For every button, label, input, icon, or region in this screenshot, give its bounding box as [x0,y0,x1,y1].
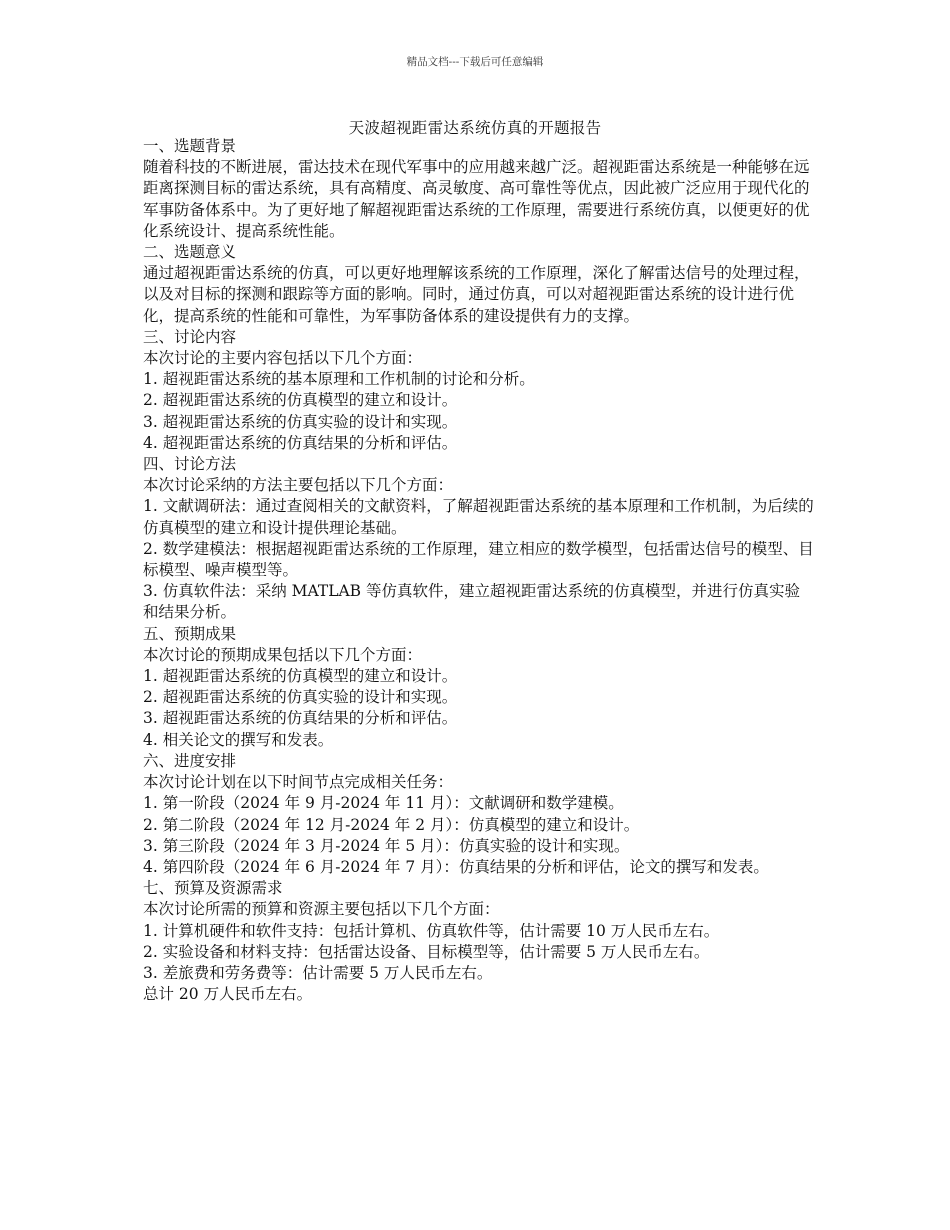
list-item: 1. 计算机硬件和软件支持：包括计算机、仿真软件等，估计需要 10 万人民币左右。 [143,921,720,940]
list-item: 1. 超视距雷达系统的仿真模型的建立和设计。 [143,667,458,686]
section-heading: 一、选题背景 [143,137,237,155]
document-body [143,136,815,1005]
paragraph: 总计 20 万人民币左右。 [143,985,313,1004]
paragraph: 本次讨论的主要内容包括以下几个方面： [143,349,423,368]
section-heading: 二、选题意义 [143,243,237,262]
section-heading: 六、进度安排 [143,751,237,770]
list-item: 4. 相关论文的撰写和发表。 [143,730,334,749]
section-heading: 五、预期成果 [143,624,237,643]
list-item: 1. 超视距雷达系统的基本原理和工作机制的讨论和分析。 [143,370,535,389]
list-item: 3. 第三阶段（2024 年 3 月-2024 年 5 月）：仿真实验的设计和实现。 [143,836,630,855]
list-item: 2. 超视距雷达系统的仿真实验的设计和实现。 [143,688,458,707]
paragraph: 通过超视距雷达系统的仿真，可以更好地理解该系统的工作原理，深化了解雷达信号的处理过程，以及对目标的探测和跟踪等方面的影响。同时，通过仿真，可以对超视距雷达系统的设计进行优化，提高系统的性能和可靠性，为军事防备体系的建设提供有力的支撑。 [143,264,810,325]
list-item: 1. 文献调研法：通过查阅相关的文献资料，了解超视距雷达系统的基本原理和工作机制，为后续的仿真模型的建立和设计提供理论基础。 [143,497,814,537]
paragraph: 本次讨论的预期成果包括以下几个方面： [143,645,423,664]
list-item: 3. 超视距雷达系统的仿真实验的设计和实现。 [143,412,458,431]
list-item: 3. 仿真软件法：采纳 MATLAB 等仿真软件，建立超视距雷达系统的仿真模型，并进行仿真实验和结果分析。 [143,582,801,622]
list-item: 4. 超视距雷达系统的仿真结果的分析和评估。 [143,433,458,452]
list-item: 2. 超视距雷达系统的仿真模型的建立和设计。 [143,391,458,410]
document-title: 天波超视距雷达系统仿真的开题报告 [348,119,602,137]
list-item: 2. 数学建模法：根据超视距雷达系统的工作原理，建立相应的数学模型，包括雷达信号的模型、目标模型、噪声模型等。 [143,539,814,580]
section-heading: 四、讨论方法 [143,455,237,474]
section-heading: 三、讨论内容 [143,327,237,346]
list-item: 3. 超视距雷达系统的仿真结果的分析和评估。 [143,709,458,728]
section-heading: 七、预算及资源需求 [143,879,283,898]
list-item: 2. 第二阶段（2024 年 12 月-2024 年 2 月）：仿真模型的建立和设计。 [143,815,640,834]
list-item: 4. 第四阶段（2024 年 6 月-2024 年 7 月）：仿真结果的分析和评估，论文的撰写和发表。 [143,857,769,876]
paragraph: 随着科技的不断进展，雷达技术在现代军事中的应用越来越广泛。超视距雷达系统是一种能够在远距离探测目标的雷达系统，具有高精度、高灵敏度、高可靠性等优点，因此被广泛应用于现代化的军事防备体系中。为了更好地了解超视距雷达系统的工作原理，需要进行系统仿真，以便更好的优化系统设计、提高系统性能。 [143,158,810,240]
list-item: 2. 实验设备和材料支持：包括雷达设备、目标模型等，估计需要 5 万人民币左右。 [143,942,710,961]
page-header-note: 精品文档---下载后可任意编辑 [406,56,544,68]
list-item: 3. 差旅费和劳务费等：估计需要 5 万人民币左右。 [143,963,493,982]
paragraph: 本次讨论采纳的方法主要包括以下几个方面： [143,476,454,495]
paragraph: 本次讨论所需的预算和资源主要包括以下几个方面： [143,900,500,919]
paragraph: 本次讨论计划在以下时间节点完成相关任务： [143,773,454,792]
list-item: 1. 第一阶段（2024 年 9 月-2024 年 11 月）：文献调研和数学建模。 [143,794,624,813]
